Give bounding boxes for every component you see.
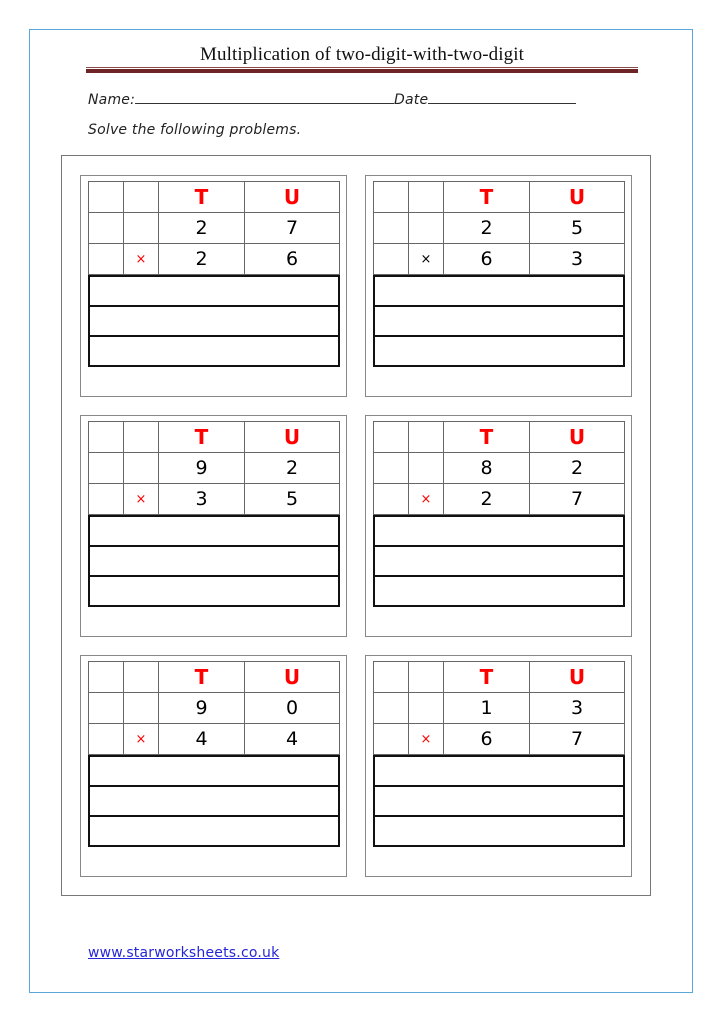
blank-cell (124, 182, 159, 213)
answer-row-2[interactable] (373, 545, 625, 577)
title-rule-thick (86, 69, 638, 73)
bottom-units-digit: 6 (245, 244, 340, 275)
problem-card-6 (365, 655, 632, 877)
place-value-grid (88, 421, 340, 515)
blank-cell (374, 662, 409, 693)
blank-cell (409, 662, 444, 693)
blank-cell (89, 484, 124, 515)
problem-card-5 (80, 655, 347, 877)
blank-cell (89, 422, 124, 453)
blank-cell (124, 693, 159, 724)
answer-row-2[interactable] (88, 785, 340, 817)
bottom-tens-digit: 6 (444, 724, 530, 755)
blank-cell (409, 182, 444, 213)
blank-cell (89, 213, 124, 244)
answer-row-2[interactable] (373, 305, 625, 337)
problem-card-4 (365, 415, 632, 637)
answer-row-2[interactable] (373, 785, 625, 817)
bottom-number-row (374, 244, 625, 275)
bottom-tens-digit: 4 (159, 724, 245, 755)
top-number-row (89, 213, 340, 244)
top-units-digit: 7 (245, 213, 340, 244)
bottom-number-row (374, 724, 625, 755)
answer-row-2[interactable] (88, 305, 340, 337)
footer-link[interactable]: www.starworksheets.co.uk (88, 945, 280, 961)
bottom-units-digit: 3 (530, 244, 625, 275)
place-value-grid (373, 421, 625, 515)
multiply-icon: × (409, 484, 444, 515)
answer-area (88, 755, 340, 847)
top-number-row (374, 693, 625, 724)
units-header: U (530, 422, 625, 453)
top-number-row (89, 693, 340, 724)
bottom-tens-digit: 3 (159, 484, 245, 515)
name-field[interactable] (135, 90, 394, 104)
blank-cell (374, 422, 409, 453)
bottom-units-digit: 7 (530, 724, 625, 755)
blank-cell (374, 724, 409, 755)
top-tens-digit: 9 (159, 693, 245, 724)
problem-card-1 (80, 175, 347, 397)
tens-header: T (159, 182, 245, 213)
top-tens-digit: 8 (444, 453, 530, 484)
multiply-icon: × (124, 244, 159, 275)
answer-area (373, 515, 625, 607)
blank-cell (89, 453, 124, 484)
units-header: U (245, 662, 340, 693)
tens-header: T (159, 422, 245, 453)
header-row (89, 422, 340, 453)
answer-area (88, 515, 340, 607)
header-row (374, 182, 625, 213)
answer-row-1[interactable] (88, 515, 340, 547)
tens-header: T (444, 182, 530, 213)
date-field[interactable] (428, 90, 576, 104)
top-number-row (89, 453, 340, 484)
units-header: U (530, 182, 625, 213)
bottom-units-digit: 4 (245, 724, 340, 755)
bottom-tens-digit: 6 (444, 244, 530, 275)
problem-card-2 (365, 175, 632, 397)
blank-cell (409, 453, 444, 484)
instructions: Solve the following problems. (88, 122, 302, 138)
answer-area (373, 755, 625, 847)
top-tens-digit: 2 (159, 213, 245, 244)
bottom-tens-digit: 2 (444, 484, 530, 515)
top-units-digit: 2 (530, 453, 625, 484)
place-value-grid (88, 181, 340, 275)
top-tens-digit: 9 (159, 453, 245, 484)
place-value-grid (373, 181, 625, 275)
blank-cell (89, 244, 124, 275)
answer-row-3[interactable] (88, 575, 340, 607)
blank-cell (89, 693, 124, 724)
name-label: Name: (88, 92, 136, 108)
units-header: U (530, 662, 625, 693)
answer-row-1[interactable] (373, 515, 625, 547)
units-header: U (245, 182, 340, 213)
place-value-grid (88, 661, 340, 755)
answer-row-1[interactable] (373, 755, 625, 787)
answer-row-1[interactable] (88, 755, 340, 787)
top-units-digit: 3 (530, 693, 625, 724)
bottom-number-row (374, 484, 625, 515)
worksheet-title: Multiplication of two-digit-with-two-digit (200, 44, 524, 65)
blank-cell (409, 422, 444, 453)
blank-cell (124, 422, 159, 453)
answer-area (88, 275, 340, 367)
answer-row-3[interactable] (373, 575, 625, 607)
date-label: Date (394, 92, 429, 108)
top-number-row (374, 453, 625, 484)
header-row (374, 422, 625, 453)
answer-row-3[interactable] (88, 335, 340, 367)
answer-row-3[interactable] (373, 815, 625, 847)
answer-row-2[interactable] (88, 545, 340, 577)
header-row (89, 182, 340, 213)
blank-cell (374, 244, 409, 275)
place-value-grid (373, 661, 625, 755)
tens-header: T (159, 662, 245, 693)
header-row (374, 662, 625, 693)
answer-row-1[interactable] (373, 275, 625, 307)
blank-cell (374, 453, 409, 484)
top-units-digit: 2 (245, 453, 340, 484)
multiply-icon: × (409, 724, 444, 755)
units-header: U (245, 422, 340, 453)
blank-cell (89, 662, 124, 693)
top-tens-digit: 2 (444, 213, 530, 244)
blank-cell (89, 724, 124, 755)
bottom-number-row (89, 244, 340, 275)
answer-row-3[interactable] (373, 335, 625, 367)
bottom-tens-digit: 2 (159, 244, 245, 275)
tens-header: T (444, 662, 530, 693)
answer-area (373, 275, 625, 367)
title-rule-thin (86, 67, 638, 68)
blank-cell (374, 484, 409, 515)
answer-row-1[interactable] (88, 275, 340, 307)
name-date-line (88, 90, 576, 108)
header-row (89, 662, 340, 693)
problem-card-3 (80, 415, 347, 637)
blank-cell (374, 693, 409, 724)
bottom-units-digit: 5 (245, 484, 340, 515)
bottom-units-digit: 7 (530, 484, 625, 515)
bottom-number-row (89, 484, 340, 515)
tens-header: T (444, 422, 530, 453)
top-number-row (374, 213, 625, 244)
bottom-number-row (89, 724, 340, 755)
blank-cell (124, 213, 159, 244)
blank-cell (409, 693, 444, 724)
blank-cell (374, 213, 409, 244)
multiply-icon: × (124, 724, 159, 755)
top-tens-digit: 1 (444, 693, 530, 724)
blank-cell (374, 182, 409, 213)
multiply-icon: × (124, 484, 159, 515)
multiply-icon: × (409, 244, 444, 275)
top-units-digit: 0 (245, 693, 340, 724)
top-units-digit: 5 (530, 213, 625, 244)
answer-row-3[interactable] (88, 815, 340, 847)
blank-cell (124, 662, 159, 693)
blank-cell (89, 182, 124, 213)
blank-cell (409, 213, 444, 244)
blank-cell (124, 453, 159, 484)
